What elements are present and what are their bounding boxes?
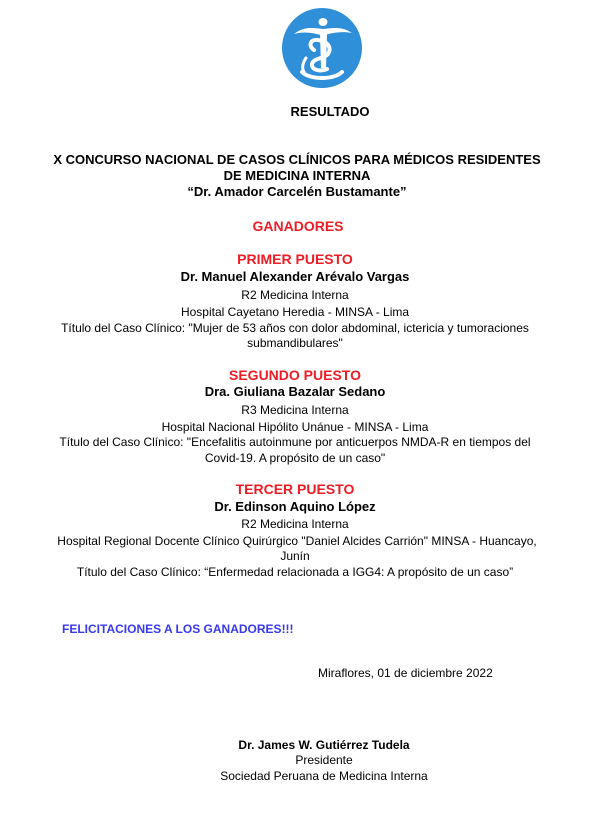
contest-title-line1: X CONCURSO NACIONAL DE CASOS CLÍNICOS PARA MÉDICOS RESIDENTES <box>53 152 541 167</box>
second-place-hospital: Hospital Nacional Hipólito Unánue - MINSA - Lima <box>161 420 429 434</box>
third-place-hospital-cont: Junín <box>280 549 310 563</box>
second-place-case-title-cont: Covid-19. A propósito de un caso" <box>204 451 386 465</box>
third-place-name: Dr. Edinson Aquino López <box>214 499 376 514</box>
page-heading: RESULTADO <box>290 104 370 119</box>
second-place-label: SEGUNDO PUESTO <box>229 367 361 383</box>
signatory-role: Presidente <box>295 753 353 767</box>
second-place-case-title: Título del Caso Clínico: "Encefalitis autoinmune por anticuerpos NMDA-R en tiempos del <box>59 435 531 449</box>
first-place-residency: R2 Medicina Interna <box>241 288 349 302</box>
third-place-hospital: Hospital Regional Docente Clínico Quirúrgico "Daniel Alcides Carrión" MINSA - Huancayo, <box>57 534 537 548</box>
first-place-label: PRIMER PUESTO <box>237 251 353 267</box>
first-place-name: Dr. Manuel Alexander Arévalo Vargas <box>180 269 410 284</box>
congratulations-text: FELICITACIONES A LOS GANADORES!!! <box>62 622 294 636</box>
first-place-case-title-cont: submandibulares" <box>247 336 343 350</box>
first-place-hospital: Hospital Cayetano Heredia - MINSA - Lima <box>180 305 410 319</box>
society-seal-icon <box>280 6 364 90</box>
contest-title-line2: DE MEDICINA INTERNA <box>223 168 371 183</box>
third-place-label: TERCER PUESTO <box>235 481 355 497</box>
winners-heading: GANADORES <box>252 218 344 234</box>
third-place-residency: R2 Medicina Interna <box>241 517 349 531</box>
third-place-case-title: Título del Caso Clínico: “Enfermedad relacionada a IGG4: A propósito de un caso” <box>76 565 514 579</box>
signatory-organization: Sociedad Peruana de Medicina Interna <box>220 769 428 783</box>
second-place-residency: R3 Medicina Interna <box>241 403 349 417</box>
signatory-name: Dr. James W. Gutiérrez Tudela <box>238 738 410 752</box>
contest-honoree: “Dr. Amador Carcelén Bustamante” <box>187 184 407 199</box>
date-line: Miraflores, 01 de diciembre 2022 <box>318 666 493 680</box>
first-place-case-title: Título del Caso Clínico: "Mujer de 53 años con dolor abdominal, ictericia y tumoraciones <box>61 321 529 335</box>
second-place-name: Dra. Giuliana Bazalar Sedano <box>204 384 386 399</box>
